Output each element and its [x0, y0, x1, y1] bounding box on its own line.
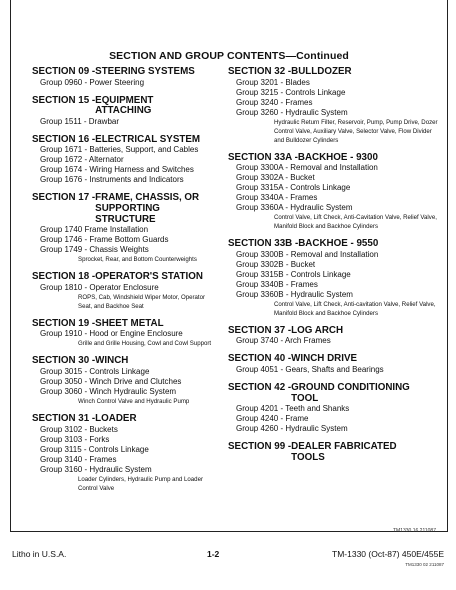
left-column — [32, 67, 222, 501]
section-block — [32, 356, 222, 406]
section-title — [228, 67, 442, 78]
group-entry: Group 0960 - Power Steering — [40, 77, 145, 87]
section-title — [32, 319, 222, 330]
group-note: Hydraulic Return Filter, Reservoir, Pump, Pump Drive, Dozer Control Valve, Auxiliary Valve, Selector Valve, Flow Divider and Bulldozer Cylinders — [274, 118, 438, 144]
section-name: BACKHOE - 9550 — [298, 238, 379, 250]
group-entry: Group 3300B - Removal and Installation — [236, 249, 379, 259]
group-entry: Group 3360A - Hydraulic System — [236, 203, 353, 213]
section-name: WINCH DRIVE — [291, 353, 358, 365]
group-entry: Group 1671 - Batteries, Support, and Cables — [40, 145, 199, 155]
section-block — [228, 326, 442, 347]
section-block — [32, 272, 222, 311]
group-note: Winch Control Valve and Hydraulic Pump — [78, 397, 190, 405]
group-entry: Group 4201 - Teeth and Shanks — [236, 404, 350, 414]
group-entry: Group 1676 - Instruments and Indicators — [40, 175, 184, 185]
section-name: SHEET METAL — [95, 317, 164, 329]
group-entry: Group 1746 - Frame Bottom Guards — [40, 235, 169, 245]
section-number: SECTION 32 - — [228, 66, 292, 77]
group-entry: Group 3140 - Frames — [40, 454, 117, 464]
right-column — [228, 67, 442, 471]
section-title — [32, 272, 222, 283]
section-number: SECTION 19 - — [32, 317, 96, 329]
group-entry: Group 3340B - Frames — [236, 279, 318, 289]
group-entry: Group 3103 - Forks — [40, 434, 110, 444]
group-entry: Group 3050 - Winch Drive and Clutches — [40, 376, 182, 386]
group-entry: Group 3260 - Hydraulic System — [236, 107, 348, 117]
section-number: SECTION 15 - — [32, 94, 96, 106]
section-title — [32, 67, 222, 78]
section-block — [32, 414, 222, 493]
section-block — [228, 442, 442, 463]
section-number: SECTION 33A - — [228, 151, 298, 163]
group-entry: Group 1910 - Hood or Engine Enclosure — [40, 329, 183, 339]
group-entry: Group 3340A - Frames — [236, 193, 318, 203]
section-number: SECTION 17 - — [32, 192, 96, 204]
group-entry: Group 3160 - Hydraulic System — [40, 464, 152, 474]
section-block — [228, 354, 442, 375]
section-title — [228, 326, 442, 337]
section-name: LOADER — [95, 412, 137, 424]
group-entry: Group 3102 - Buckets — [40, 424, 118, 434]
section-name: GROUND CONDITIONING TOOL — [291, 381, 410, 404]
group-entry: Group 3302B - Bucket — [236, 259, 316, 269]
section-block — [32, 319, 222, 349]
section-title — [228, 442, 442, 463]
group-entry: Group 3360B - Hydraulic System — [236, 289, 353, 299]
section-title — [228, 153, 442, 164]
section-title — [32, 96, 222, 117]
section-number: SECTION 30 - — [32, 355, 96, 367]
group-entry: Group 4240 - Frame — [236, 414, 309, 424]
group-note: Sprocket, Rear, and Bottom Counterweights — [78, 256, 197, 264]
section-name: STEERING SYSTEMS — [95, 66, 195, 77]
group-entry: Group 3240 - Frames — [236, 97, 313, 107]
group-entry: Group 3201 - Blades — [236, 77, 310, 87]
section-title — [228, 383, 442, 404]
group-note: Control Valve, Lift Check, Anti-cavitation Valve, Relief Valve, Manifold Block and Backhoe Cylinders — [274, 300, 436, 317]
section-number: SECTION 33B - — [228, 238, 299, 250]
section-block — [228, 383, 442, 434]
section-title — [32, 414, 222, 425]
section-name: BULLDOZER — [291, 66, 352, 77]
section-block — [228, 239, 442, 318]
page-heading: SECTION AND GROUP CONTENTS—Continued — [109, 50, 349, 62]
group-entry: Group 4260 - Hydraulic System — [236, 424, 348, 434]
footer-code: TM1330 02 211087 — [405, 562, 444, 567]
footer-manual-id: TM-1330 (Oct-87) 450E/455E — [332, 549, 444, 559]
group-entry: Group 1740 Frame Installation — [40, 225, 149, 235]
group-entry: Group 3215 - Controls Linkage — [236, 87, 346, 97]
group-entry: Group 3315B - Controls Linkage — [236, 269, 351, 279]
footer-litho: Litho in U.S.A. — [12, 549, 67, 559]
section-number: SECTION 37 - — [228, 324, 292, 336]
section-title — [228, 239, 442, 250]
group-note: Loader Cylinders, Hydraulic Pump and Loader Control Valve — [78, 475, 203, 492]
section-number: SECTION 42 - — [228, 381, 292, 393]
group-entry: Group 3740 - Arch Frames — [236, 336, 331, 346]
section-name: ELECTRICAL SYSTEM — [95, 133, 201, 145]
section-title — [32, 135, 222, 146]
group-entry: Group 1749 - Chassis Weights — [40, 245, 149, 255]
group-note: Grille and Grille Housing, Cowl and Cowl Support — [78, 340, 212, 348]
section-name: WINCH — [95, 355, 129, 367]
section-block — [228, 153, 442, 232]
section-block — [32, 135, 222, 186]
section-title — [228, 354, 442, 365]
group-entry: Group 3115 - Controls Linkage — [40, 444, 149, 454]
section-block — [32, 96, 222, 127]
section-number: SECTION 18 - — [32, 271, 96, 283]
group-entry: Group 3060 - Winch Hydraulic System — [40, 386, 177, 396]
section-name: EQUIPMENT ATTACHING — [95, 94, 154, 117]
section-number: SECTION 99 - — [228, 441, 292, 453]
section-name: OPERATOR'S STATION — [95, 271, 203, 283]
group-entry: Group 1511 - Drawbar — [40, 116, 119, 126]
section-title — [32, 356, 222, 367]
group-entry: Group 3315A - Controls Linkage — [236, 183, 351, 193]
section-name: LOG ARCH — [291, 324, 344, 336]
group-entry: Group 1672 - Alternator — [40, 155, 124, 165]
footer-reference: TM1330 16 211087 — [393, 528, 436, 534]
section-number: SECTION 31 - — [32, 412, 96, 424]
group-entry: Group 3300A - Removal and Installation — [236, 163, 378, 173]
group-entry: Group 1674 - Wiring Harness and Switches — [40, 165, 194, 175]
section-block — [32, 67, 222, 88]
section-name: FRAME, CHASSIS, OR SUPPORTING STRUCTURE — [95, 192, 200, 225]
group-entry: Group 3015 - Controls Linkage — [40, 366, 150, 376]
section-name: DEALER FABRICATED TOOLS — [291, 441, 397, 463]
section-name: BACKHOE - 9300 — [297, 151, 378, 163]
section-number: SECTION 16 - — [32, 133, 96, 145]
section-block — [228, 67, 442, 145]
group-entry: Group 1810 - Operator Enclosure — [40, 282, 159, 292]
group-entry: Group 3302A - Bucket — [236, 173, 315, 183]
section-number: SECTION 09 - — [32, 66, 96, 77]
section-block — [32, 193, 222, 264]
section-number: SECTION 40 - — [228, 353, 292, 365]
group-note: ROPS, Cab, Windshield Wiper Motor, Operator Seat, and Backhoe Seat — [78, 293, 205, 310]
section-title — [32, 193, 222, 225]
group-entry: Group 4051 - Gears, Shafts and Bearings — [236, 364, 384, 374]
group-note: Control Valve, Lift Check, Anti-Cavitation Valve, Relief Valve, Manifold Block and Backhoe Cylinders — [274, 214, 437, 231]
page-number: 1-2 — [207, 549, 220, 559]
